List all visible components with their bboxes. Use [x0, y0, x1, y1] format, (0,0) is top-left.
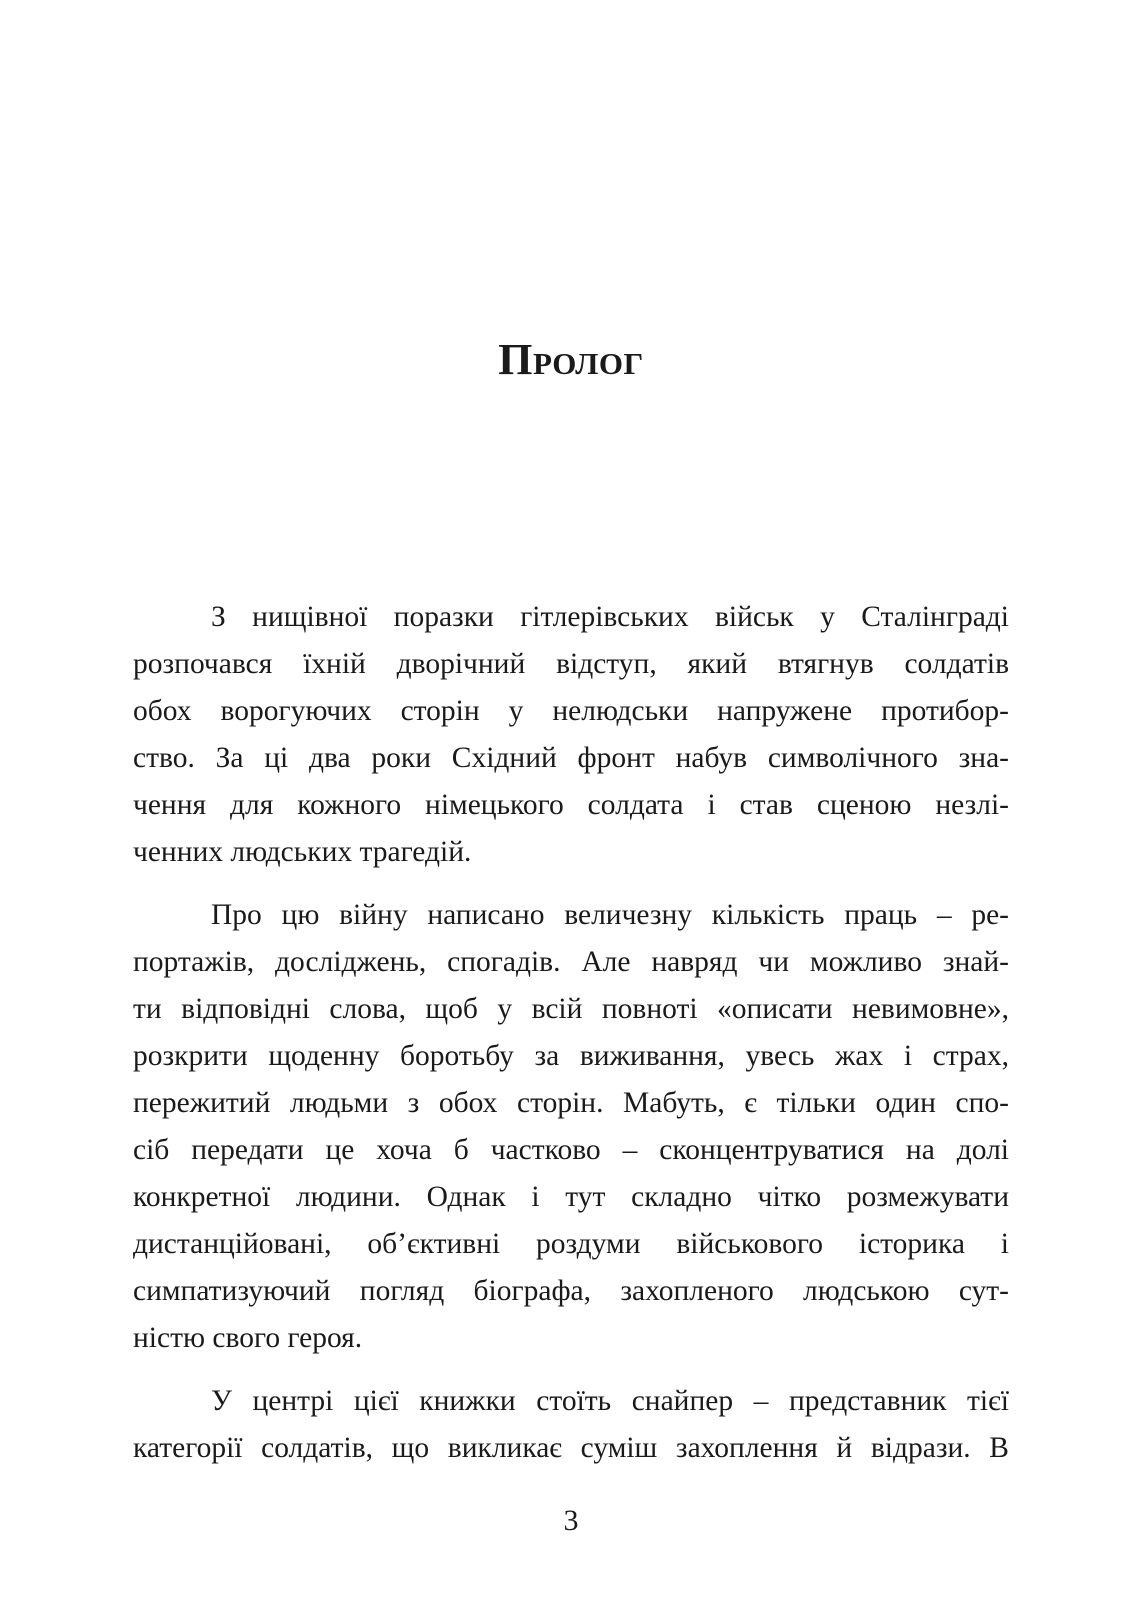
text-line: пережитий людьми з обох сторін. Мабуть, є тільки один спо- — [133, 1087, 1009, 1119]
text-line: сіб передати це хоча б частково – сконцентруватися на долі — [133, 1134, 1009, 1166]
paragraph — [133, 594, 1009, 876]
text-line: З нищівної поразки гітлерівських військ у Сталінграді — [211, 601, 1009, 633]
text-line: чення для кожного німецького солдата і став сценою незлі- — [133, 789, 1009, 821]
text-line: ти відповідні слова, щоб у всій повноті «описати невимовне», — [133, 993, 1009, 1025]
chapter-title: Пролог — [498, 335, 644, 384]
text-line: дистанційовані, об’єктивні роздуми військового історика і — [133, 1228, 1009, 1260]
text-line: У центрі цієї книжки стоїть снайпер – представник тієї — [211, 1385, 1009, 1417]
text-line: ство. За ці два роки Східний фронт набув символічного зна- — [133, 742, 1009, 774]
text-line: категорії солдатів, що викликає суміш захоплення й відрази. В — [133, 1432, 1009, 1464]
paragraph-spacer — [133, 1362, 1009, 1378]
text-line: портажів, досліджень, спогадів. Але навряд чи можливо знай- — [133, 946, 1009, 978]
text-line: обох ворогуючих сторін у нелюдськи напружене протибор- — [133, 695, 1009, 727]
body-text — [133, 594, 1009, 1472]
text-line: симпатизуючий погляд біографа, захопленого людською сут- — [133, 1275, 1009, 1307]
text-line: Про цю війну написано величезну кількість праць – ре- — [211, 899, 1009, 931]
paragraph — [133, 892, 1009, 1362]
text-line: конкретної людини. Однак і тут складно чітко розмежувати — [133, 1181, 1009, 1213]
paragraph — [133, 1378, 1009, 1472]
text-line: розкрити щоденну боротьбу за виживання, увесь жах і страх, — [133, 1040, 1009, 1072]
page-number: 3 — [563, 1504, 579, 1537]
text-line: ченних людських трагедій. — [133, 836, 472, 868]
text-line: ністю свого героя. — [133, 1322, 363, 1354]
text-line: розпочався їхній дворічний відступ, який втягнув солдатів — [133, 648, 1009, 680]
paragraph-spacer — [133, 876, 1009, 892]
